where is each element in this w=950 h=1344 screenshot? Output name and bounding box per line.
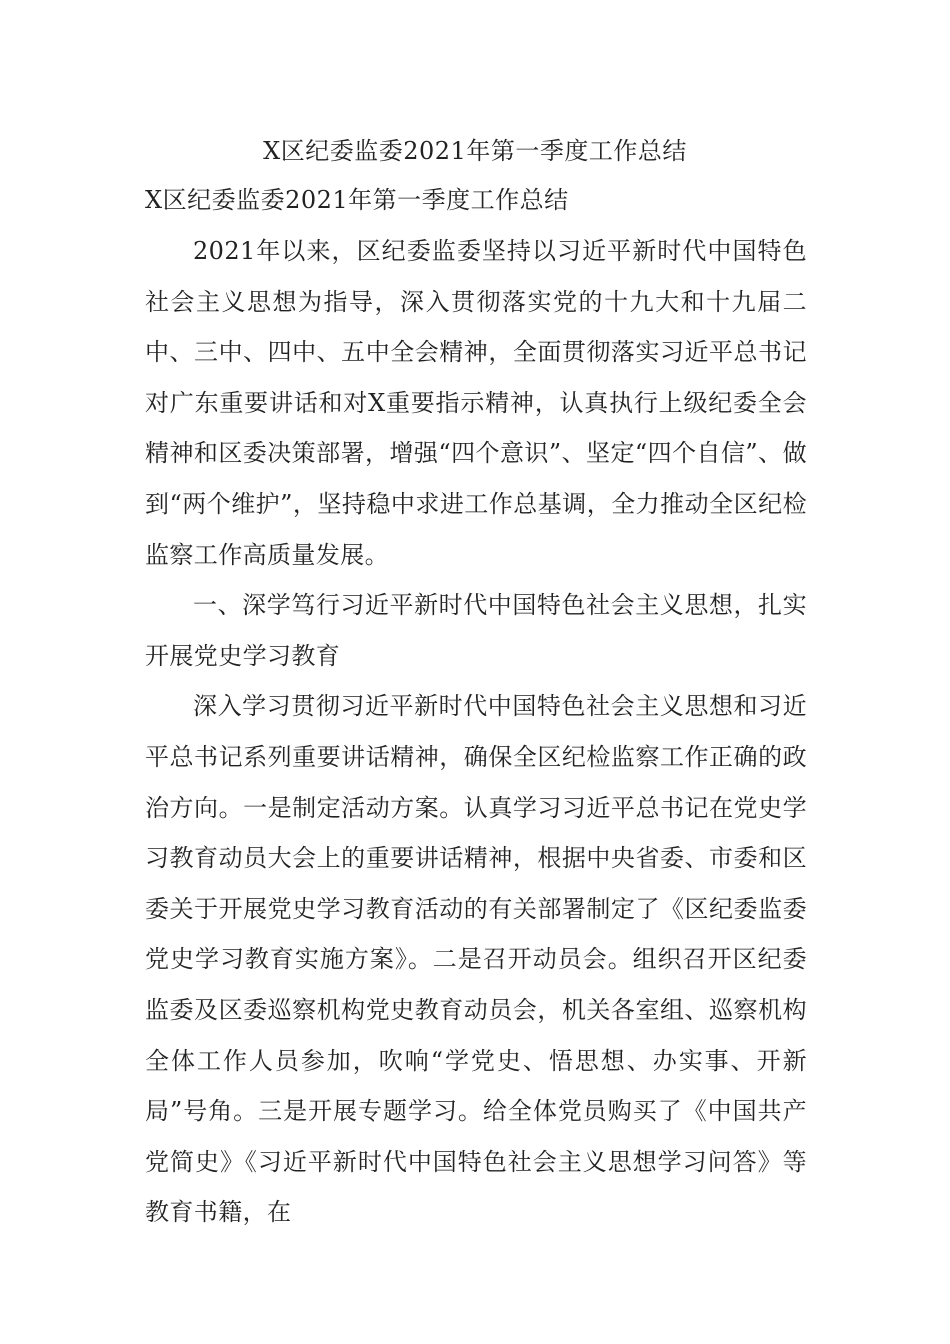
document-body — [145, 226, 807, 1238]
section-heading-1: 一、深学笃行习近平新时代中国特色社会主义思想，扎实开展党史学习教育 — [145, 591, 807, 670]
document-title: X区纪委监委2021年第一季度工作总结 — [263, 137, 687, 165]
intro-paragraph: 2021年以来，区纪委监委坚持以习近平新时代中国特色社会主义思想为指导，深入贯彻落实党的十九大和十九届二中、三中、四中、五中全会精神，全面贯彻落实习近平总书记对广东重要讲话和对X重要指示精神，认真执行上级纪委全会精神和区委决策部署，增强“四个意识”、坚定“四个自信”、做到“两个维护”，坚持稳中求进工作总基调，全力推动全区纪检监察工作高质量发展。 — [145, 237, 807, 569]
section-1-paragraph: 深入学习贯彻习近平新时代中国特色社会主义思想和习近平总书记系列重要讲话精神，确保全区纪检监察工作正确的政治方向。一是制定活动方案。认真学习习近平总书记在党史学习教育动员大会上的重要讲话精神，根据中央省委、市委和区委关于开展党史学习教育活动的有关部署制定了《区纪委监委党史学习教育实施方案》。二是召开动员会。组织召开区纪委监委及区委巡察机构党史教育动员会，机关各室组、巡察机构全体工作人员参加，吹响“学党史、悟思想、办实事、开新局”号角。三是开展专题学习。给全体党员购买了《中国共产党简史》《习近平新时代中国特色社会主义思想学习问答》等教育书籍，在 — [145, 692, 807, 1227]
document-subtitle: X区纪委监委2021年第一季度工作总结 — [145, 186, 569, 214]
